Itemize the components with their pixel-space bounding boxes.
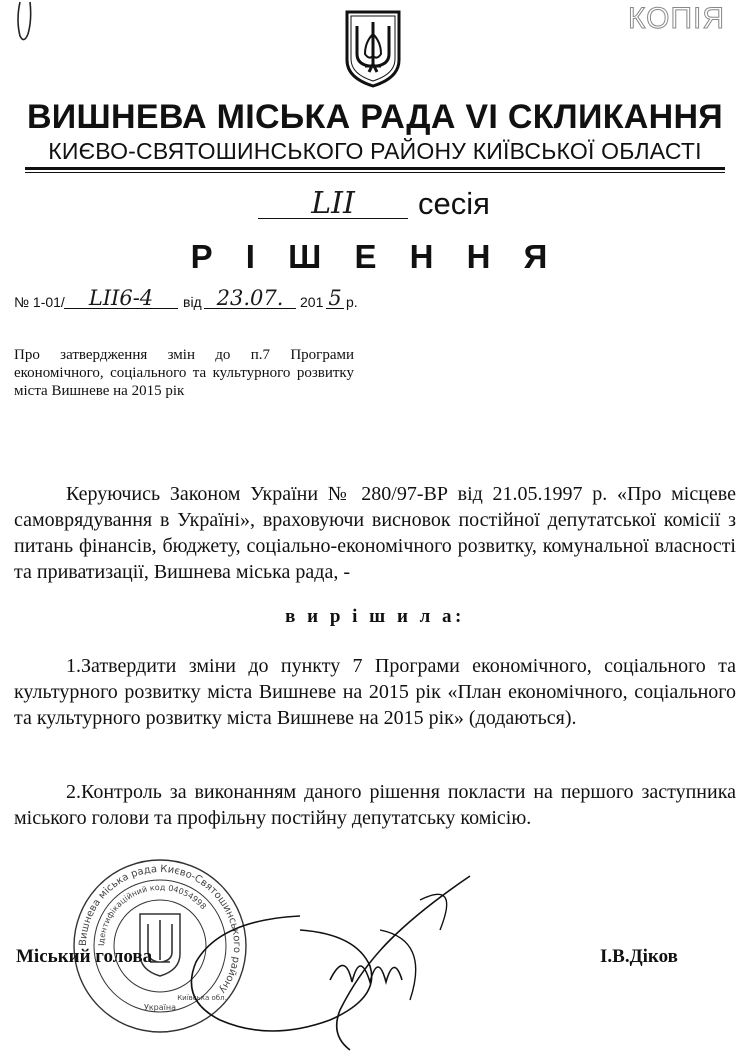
item-2-paragraph <box>14 779 736 831</box>
preamble-paragraph <box>14 481 736 585</box>
decision-title: Р І Ш Е Н Н Я <box>190 238 560 275</box>
item-1-text: 1.Затвердити зміни до пункту 7 Програми економічного, соціального та культурного розвитку міста Вишневе на 2015 рік «План економічного, соціального та культурного розвитку міста Вишневе на 2015 рік» (додаються). <box>14 655 736 729</box>
header-divider-thin <box>25 172 725 173</box>
decision-number-prefix: № 1-01/ <box>14 294 65 310</box>
preamble-text: Керуючись Законом України № 280/97-ВР від 21.05.1997 р. «Про місцеве самоврядування в Україні», враховуючи висновок постійної депутатської комісії з питань фінансів, бюджету, соціально-економічного розвитку, комунальної власності та приватизації, Вишнева міська рада, - <box>14 483 736 583</box>
handwritten-signature-icon <box>180 870 480 1060</box>
seal-country-text: Україна <box>143 1003 177 1012</box>
header-divider <box>25 167 725 170</box>
decision-year-prefix: 201 <box>300 294 324 310</box>
signer-title: Міський голова <box>16 946 153 967</box>
session-label: сесія <box>418 186 490 221</box>
decision-date-prefix: від <box>183 294 202 310</box>
seal-region-text: Київська обл. <box>177 994 227 1002</box>
decision-year-digit: 5 <box>326 286 344 309</box>
resolved-label: в и р і ш и л а: <box>285 606 465 627</box>
signer-name: І.В.Діков <box>600 946 678 967</box>
district-name: КИЄВО-СВЯТОШИНСЬКОГО РАЙОНУ КИЇВСЬКОЇ ОБЛАСТІ <box>48 138 702 164</box>
session-number: LII <box>258 186 408 219</box>
seal-outer-text: Вишнева міська рада Києво-Святошинського району <box>77 863 243 996</box>
handwritten-mark <box>14 0 38 44</box>
decision-date: 23.07. <box>204 286 296 309</box>
decision-year-suffix: р. <box>346 294 358 310</box>
decision-number: LII6-4 <box>64 286 178 309</box>
council-name: ВИШНЕВА МІСЬКА РАДА VI СКЛИКАННЯ <box>26 98 724 136</box>
item-1-paragraph <box>14 653 736 731</box>
seal-inner-text: Ідентифікаційний код 04054998 <box>96 882 208 947</box>
item-2-text: 2.Контроль за виконанням даного рішення покласти на першого заступника міського голови та профільну постійну депутатську комісію. <box>14 781 736 829</box>
copy-stamp: КОПІЯ <box>628 2 726 35</box>
decision-subject: Про затвердження змін до п.7 Програми економічного, соціального та культурного розвитку міста Вишневе на 2015 рік <box>14 347 354 399</box>
trident-coat-of-arms-icon <box>343 8 403 88</box>
